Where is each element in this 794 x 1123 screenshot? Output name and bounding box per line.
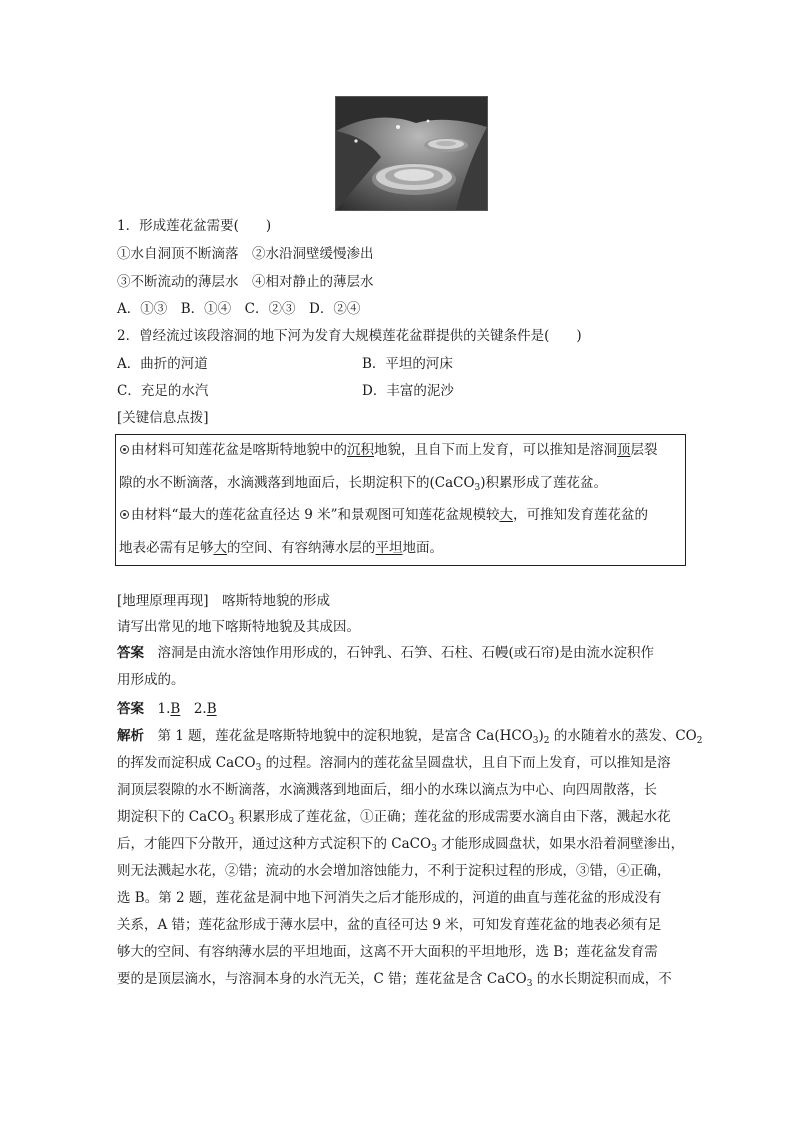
principle-answer-line1: 答案 溶洞是由流水溶蚀作用形成的，石钟乳、石笋、石柱、石幔(或石帘)是由流水淀积作	[117, 645, 655, 661]
question-1-choices: A．①③ B．①④ C．②③ D．②④	[117, 301, 361, 317]
principle-prompt: 请写出常见的地下喀斯特地貌及其成因。	[117, 619, 360, 635]
key-info-box	[115, 434, 686, 566]
key-info-p2-line1: 由材料“最大的莲花盆直径达 9 米”和景观图可知莲花盆规模较大，可推知发育莲花盆的	[119, 506, 648, 524]
analysis-line-6: 则无法溅起水花，②错；流动的水会增加溶蚀能力，不利于淀积过程的形成，③错，④正确，	[117, 863, 671, 879]
cave-photo-illustration	[336, 97, 487, 210]
question-2-option-c: C．充足的水汽	[117, 383, 209, 399]
question-2-option-d: D．丰富的泥沙	[362, 383, 454, 399]
question-2-stem: 2．曾经流过该段溶洞的地下河为发育大规模莲花盆群提供的关键条件是( )	[117, 328, 582, 344]
info-icon	[119, 509, 130, 520]
analysis-line-4: 期淀积下的 CaCO$_3$ 积累形成了莲花盆，①正确；莲花盆的形成需要水滴自由下落，溅起水花	[117, 809, 671, 827]
analysis-line-7: 选 B。第 2 题，莲花盆是洞中地下河消失之后才能形成的，河道的曲直与莲花盆的形成没有	[117, 890, 662, 906]
analysis-line-9: 够大的空间、有容纳薄水层的平坦地面，这离不开大面积的平坦地形，选 B；莲花盆发育需	[117, 944, 658, 960]
question-1-options-row1: ①水自洞顶不断滴落 ②水沿洞壁缓慢渗出	[117, 246, 374, 262]
question-1-stem: 1．形成莲花盆需要( )	[117, 218, 272, 234]
analysis-line-3: 洞顶层裂隙的水不断滴落，水滴溅落到地面后，细小的水珠以滴点为中心、向四周散落，长	[117, 782, 657, 798]
key-info-heading: [关键信息点拨]	[117, 410, 209, 426]
lotus-basin-cave-photo	[335, 96, 488, 211]
question-2-option-a: A．曲折的河道	[117, 356, 208, 372]
info-icon	[119, 444, 130, 455]
answer-label: 答案	[117, 645, 144, 661]
answer-2: B	[206, 701, 217, 717]
analysis-line-10: 要的是顶层滴水，与溶洞本身的水汽无关，C 错；莲花盆是含 CaCO$_3$ 的水长期淀积而成，不	[117, 971, 672, 989]
question-2-option-b: B．平坦的河床	[362, 356, 453, 372]
answers-line: 答案 1.B 2.B	[117, 701, 217, 717]
analysis-line-8: 关系，A 错；莲花盆形成于薄水层中，盆的直径可达 9 米，可知发育莲花盆的地表必须有足	[117, 917, 662, 933]
key-info-p1-line1: 由材料可知莲花盆是喀斯特地貌中的沉积地貌，且自下而上发育，可以推知是溶洞顶层裂	[119, 441, 658, 459]
principle-answer-line2: 用形成的。	[117, 672, 185, 688]
key-info-p1-line2: 隙的水不断滴落，水滴溅落到地面后，长期淀积下的(CaCO$_3$)积累形成了莲花盆。	[119, 475, 608, 493]
answer-1: B	[170, 701, 181, 717]
analysis-line-2: 的挥发而淀积成 CaCO$_3$ 的过程。溶洞内的莲花盆呈圆盘状，且自下而上发育，可以推知是溶	[117, 755, 671, 773]
analysis-line-1: 解析 第 1 题，莲花盆是喀斯特地貌中的淀积地貌，是富含 $Ca(HCO_3)_2$ 的水随着水的蒸发、$CO_2$	[117, 728, 703, 746]
analysis-line-5: 后，才能四下分散开，通过这种方式淀积下的 CaCO$_3$ 才能形成圆盘状，如果水沿着洞壁渗出，	[117, 836, 685, 854]
question-1-options-row2: ③不断流动的薄层水 ④相对静止的薄层水	[117, 274, 374, 290]
key-info-p2-line2: 地表必需有足够大的空间、有容纳薄水层的平坦地面。	[119, 540, 443, 556]
analysis-label: 解析	[117, 728, 144, 744]
principle-heading: [地理原理再现] 喀斯特地貌的形成	[117, 593, 331, 609]
